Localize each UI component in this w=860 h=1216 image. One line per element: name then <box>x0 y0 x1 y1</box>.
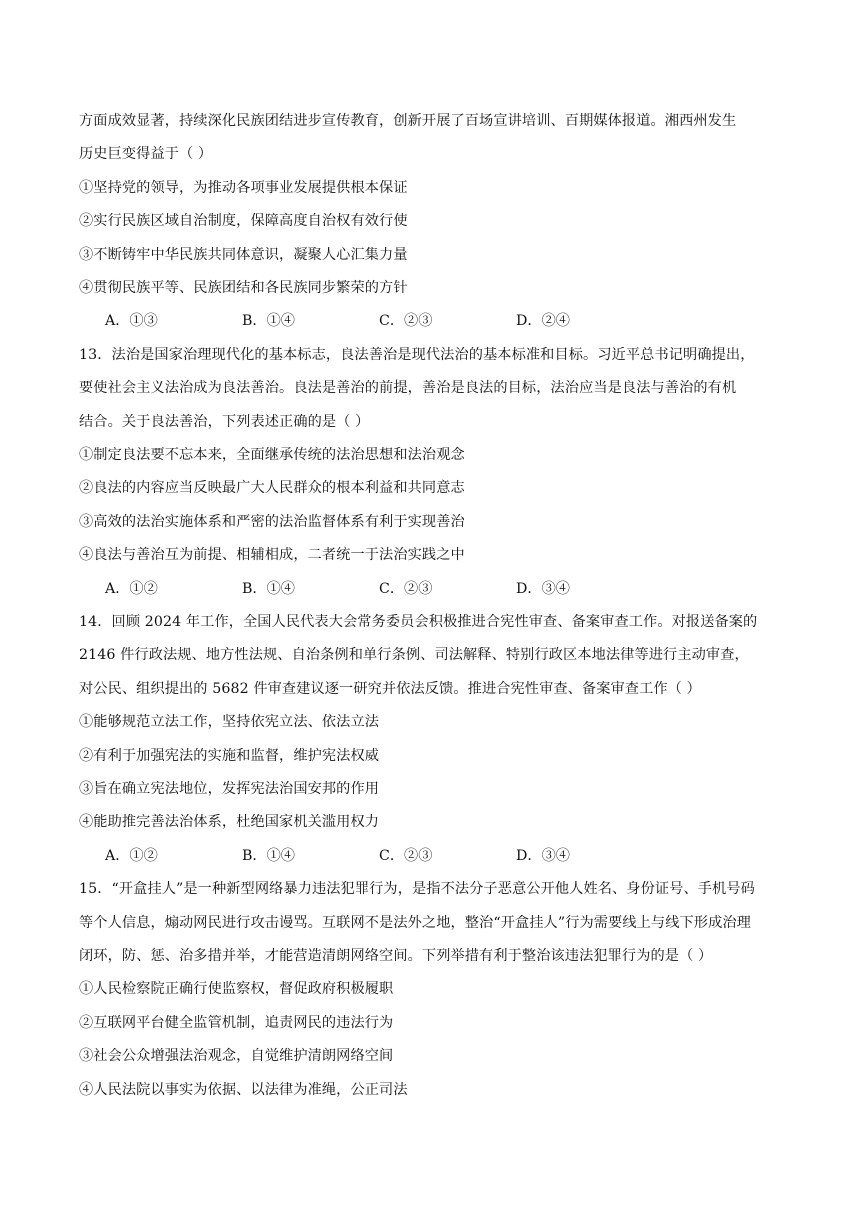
question-12-choice-c: C．②③ <box>379 313 433 330</box>
exam-content <box>79 105 789 1107</box>
question-13-choice-d: D．③④ <box>516 580 570 597</box>
question-12-statement-3: ③不断铸牢中华民族共同体意识，凝聚人心汇集力量 <box>79 246 408 263</box>
question-15-statement-4: ④人民法院以事实为依据、以法律为准绳，公正司法 <box>79 1081 408 1098</box>
question-13-statement-2: ②良法的内容应当反映最广大人民群众的根本利益和共同意志 <box>79 480 465 497</box>
question-12-statement-1: ①坚持党的领导，为推动各项事业发展提供根本保证 <box>79 179 408 196</box>
question-14-statement-1: ①能够规范立法工作，坚持依宪立法、依法立法 <box>79 714 380 731</box>
question-12-stem-line-2: 历史巨变得益于（ ） <box>79 146 213 163</box>
question-14-statement-4: ④能助推完善法治体系，杜绝国家机关滥用权力 <box>79 814 380 831</box>
question-14 <box>79 606 789 873</box>
question-15-stem-line-2: 等个人信息，煽动网民进行攻击谩骂。互联网不是法外之地，整治“开盒挂人”行为需要线上与线下形成治理 <box>79 914 751 931</box>
question-15-statement-2: ②互联网平台健全监管机制，追责网民的违法行为 <box>79 1014 394 1031</box>
question-12-choice-d: D．②④ <box>516 313 570 330</box>
question-14-statement-3: ③旨在确立宪法地位，发挥宪法治国安邦的作用 <box>79 780 380 797</box>
question-13-statement-1: ①制定良法要不忘本来，全面继承传统的法治思想和法治观念 <box>79 446 465 463</box>
question-13-choices <box>79 573 789 606</box>
question-14-choice-b: B．①④ <box>242 847 295 864</box>
question-12-choice-a: A．①③ <box>105 313 158 330</box>
question-14-choice-a: A．①② <box>105 847 158 864</box>
question-15-statement-1: ①人民检察院正确行使监察权，督促政府积极履职 <box>79 981 394 998</box>
question-13-statement-3: ③高效的法治实施体系和严密的法治监督体系有利于实现善治 <box>79 513 465 530</box>
question-14-stem-line-3: 对公民、组织提出的 5682 件审查建议逐一研究并依法反馈。推进合宪性审查、备案审查工作（ ） <box>79 680 701 697</box>
question-14-stem-line-1: 14．回顾 2024 年工作，全国人民代表大会常务委员会积极推进合宪性审查、备案审查工作。对报送备案的 <box>79 613 758 630</box>
question-14-stem-line-2: 2146 件行政法规、地方性法规、自治条例和单行条例、司法解释、特别行政区本地法律等进行主动审查， <box>79 647 749 664</box>
question-14-choices <box>79 840 789 873</box>
question-12-choice-b: B．①④ <box>242 313 295 330</box>
question-13-stem-line-3: 结合。关于良法善治，下列表述正确的是（ ） <box>79 413 370 430</box>
question-12-stem-line-1: 方面成效显著，持续深化民族团结进步宣传教育，创新开展了百场宣讲培训、百期媒体报道。湘西州发生 <box>79 113 737 129</box>
question-13-stem-line-1: 13．法治是国家治理现代化的基本标志，良法善治是现代法治的基本标准和目标。习近平总书记明确提出， <box>79 346 755 363</box>
question-12 <box>79 105 789 339</box>
question-12-choices <box>79 305 789 338</box>
question-12-statement-2: ②实行民族区域自治制度，保障高度自治权有效行使 <box>79 213 408 230</box>
question-15 <box>79 873 789 1107</box>
question-14-statement-2: ②有利于加强宪法的实施和监督，维护宪法权威 <box>79 747 380 764</box>
question-15-statement-3: ③社会公众增强法治观念，自觉维护清朗网络空间 <box>79 1048 394 1065</box>
question-15-stem-line-3: 闭环，防、惩、治多措并举，才能营造清朗网络空间。下列举措有利于整治该违法犯罪行为的是（ ） <box>79 947 713 964</box>
question-13 <box>79 339 789 606</box>
question-13-choice-c: C．②③ <box>379 580 433 597</box>
question-14-choice-d: D．③④ <box>516 847 570 864</box>
question-12-statement-4: ④贯彻民族平等、民族团结和各民族同步繁荣的方针 <box>79 279 408 296</box>
question-14-choice-c: C．②③ <box>379 847 433 864</box>
question-15-stem-line-1: 15．“开盒挂人”是一种新型网络暴力违法犯罪行为，是指不法分子恶意公开他人姓名、身份证号、手机号码 <box>79 881 755 898</box>
question-13-choice-a: A．①② <box>105 580 158 597</box>
question-13-choice-b: B．①④ <box>242 580 295 597</box>
question-13-stem-line-2: 要使社会主义法治成为良法善治。良法是善治的前提，善治是良法的目标，法治应当是良法与善治的有机 <box>79 380 737 397</box>
question-13-statement-4: ④良法与善治互为前提、相辅相成，二者统一于法治实践之中 <box>79 547 465 564</box>
